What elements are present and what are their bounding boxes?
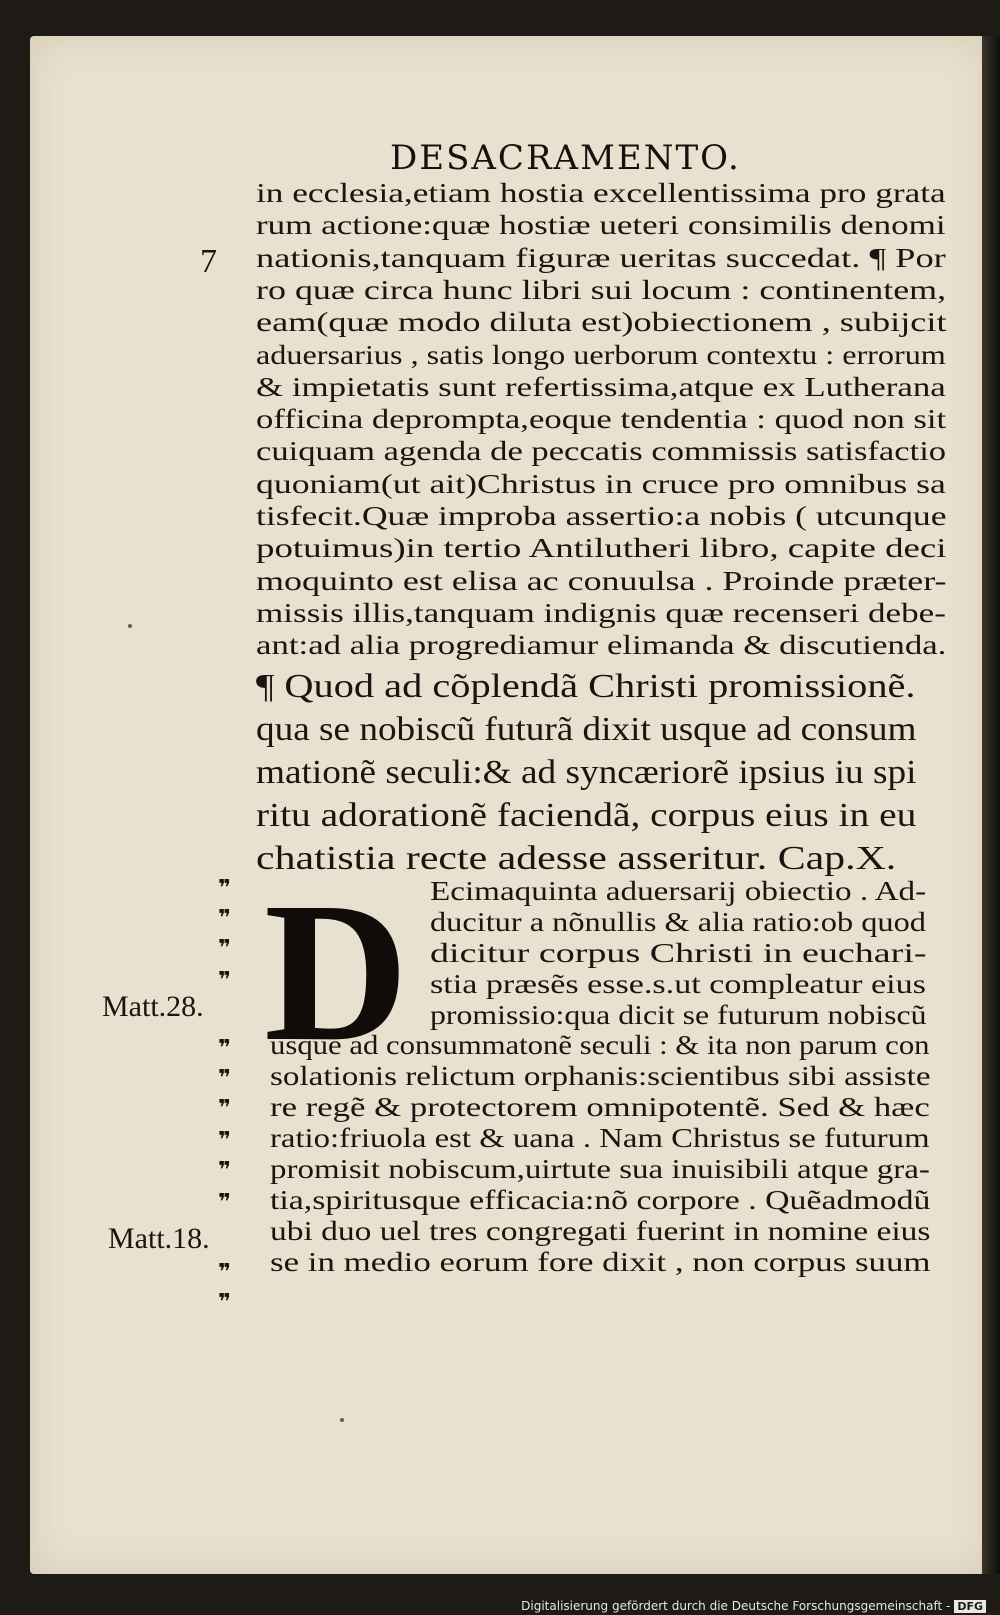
text-line: quoniam(ut ait)Christus in cruce pro omnibus sa [256,468,946,499]
quote-mark-icon: ❞ [218,1190,231,1215]
quote-mark-icon: ❞ [218,1096,231,1121]
digitization-footer [521,1599,986,1613]
text-line: & impietatis sunt refertissima,atque ex Lutherana [256,371,946,402]
text-line: ubi duo uel tres congregati fuerint in nomine eius [270,1216,931,1246]
text-line: ant:ad alia progrediamur elimanda & discutienda. [256,630,947,661]
text-line: promisit nobiscum,uirtute sua inuisibili atque gra- [270,1154,930,1184]
drop-cap: D [264,862,409,1083]
text-line: tia,spiritusque efficacia:nõ corpore . Quẽadmodũ [270,1185,931,1215]
text-line: usque ad consummatonẽ seculi : & ita non parum con [270,1030,930,1060]
text-line: qua se nobiscũ futurã dixit usque ad consum [256,711,917,748]
text-line: ritu adorationẽ faciendã, corpus eius in eu [256,797,917,834]
ink-speck [340,1418,344,1422]
text-line: officina deprompta,eoque tendentia : quod non sit [256,404,947,435]
margin-reference: Matt.28. [102,990,204,1023]
margin-number: 7 [200,243,217,280]
book-spine [982,36,1000,1574]
running-header: DESACRAMENTO. [390,138,741,178]
text-line: eam(quæ modo diluta est)obiectionem , subijcit [256,307,947,338]
text-line: potuimus)in tertio Antilutheri libro, capite deci [256,533,947,564]
text-line: promissio:qua dicit se futurum nobiscũ [430,1000,927,1030]
text-line: moquinto est elisa ac conuulsa . Proinde præter- [256,565,947,596]
text-line: Ecimaquinta aduersarij obiectio . Ad- [430,876,927,906]
text-line: tisfecit.Quæ improba assertio:a nobis ( utcunque [256,501,947,531]
quote-mark-icon: ❞ [218,936,231,961]
quote-mark-icon: ❞ [218,1036,231,1061]
quote-mark-icon: ❞ [218,876,231,901]
text-line: stia præsẽs esse.s.ut compleatur eius [430,969,926,999]
text-line: rum actione:quæ hostiæ ueteri consimilis denomi [256,210,946,241]
footer-text: Digitalisierung gefördert durch die Deutsche Forschungsgemeinschaft - [521,1599,951,1613]
text-line: missis illis,tanquam indignis quæ recenseri debe- [256,597,946,628]
ink-speck [128,624,132,628]
text-line: in ecclesia,etiam hostia excellentissima pro grata [256,178,946,208]
text-line: cuiquam agenda de peccatis commissis satisfactio [256,436,947,467]
text-line: se in medio eorum fore dixit , non corpus suum [270,1247,931,1277]
text-line: mationẽ seculi:& ad syncæriorẽ ipsius iu spi [256,754,917,791]
quote-mark-icon: ❞ [218,1128,231,1153]
quote-mark-icon: ❞ [218,1260,231,1285]
quote-mark-icon: ❞ [218,1290,231,1315]
quote-mark-icon: ❞ [218,968,231,993]
text-line: re regẽ & protectorem omnipotentẽ. Sed & hæc [270,1092,930,1122]
text-line: aduersarius , satis longo uerborum contextu : errorum [256,339,946,370]
quote-mark-icon: ❞ [218,1158,231,1183]
text-line: dicitur corpus Christi in euchari- [430,938,927,968]
text-line: nationis,tanquam figuræ ueritas succedat. ¶ Por [256,242,946,273]
text-line: ¶ Quod ad cõplendã Christi promissionẽ. [256,668,916,705]
dfg-logo-icon: DFG [954,1600,986,1613]
text-line: ratio:friuola est & uana . Nam Christus se futurum [270,1123,930,1153]
margin-reference: Matt.18. [108,1222,210,1255]
quote-mark-icon: ❞ [218,1066,231,1091]
quote-mark-icon: ❞ [218,906,231,931]
text-line: chatistia recte adesse asseritur. Cap.X. [256,840,897,877]
text-line: ducitur a nõnullis & alia ratio:ob quod [430,907,926,937]
text-line: solationis relictum orphanis:scientibus sibi assiste [270,1061,931,1091]
text-line: ro quæ circa hunc libri sui locum : continentem, [256,274,947,305]
